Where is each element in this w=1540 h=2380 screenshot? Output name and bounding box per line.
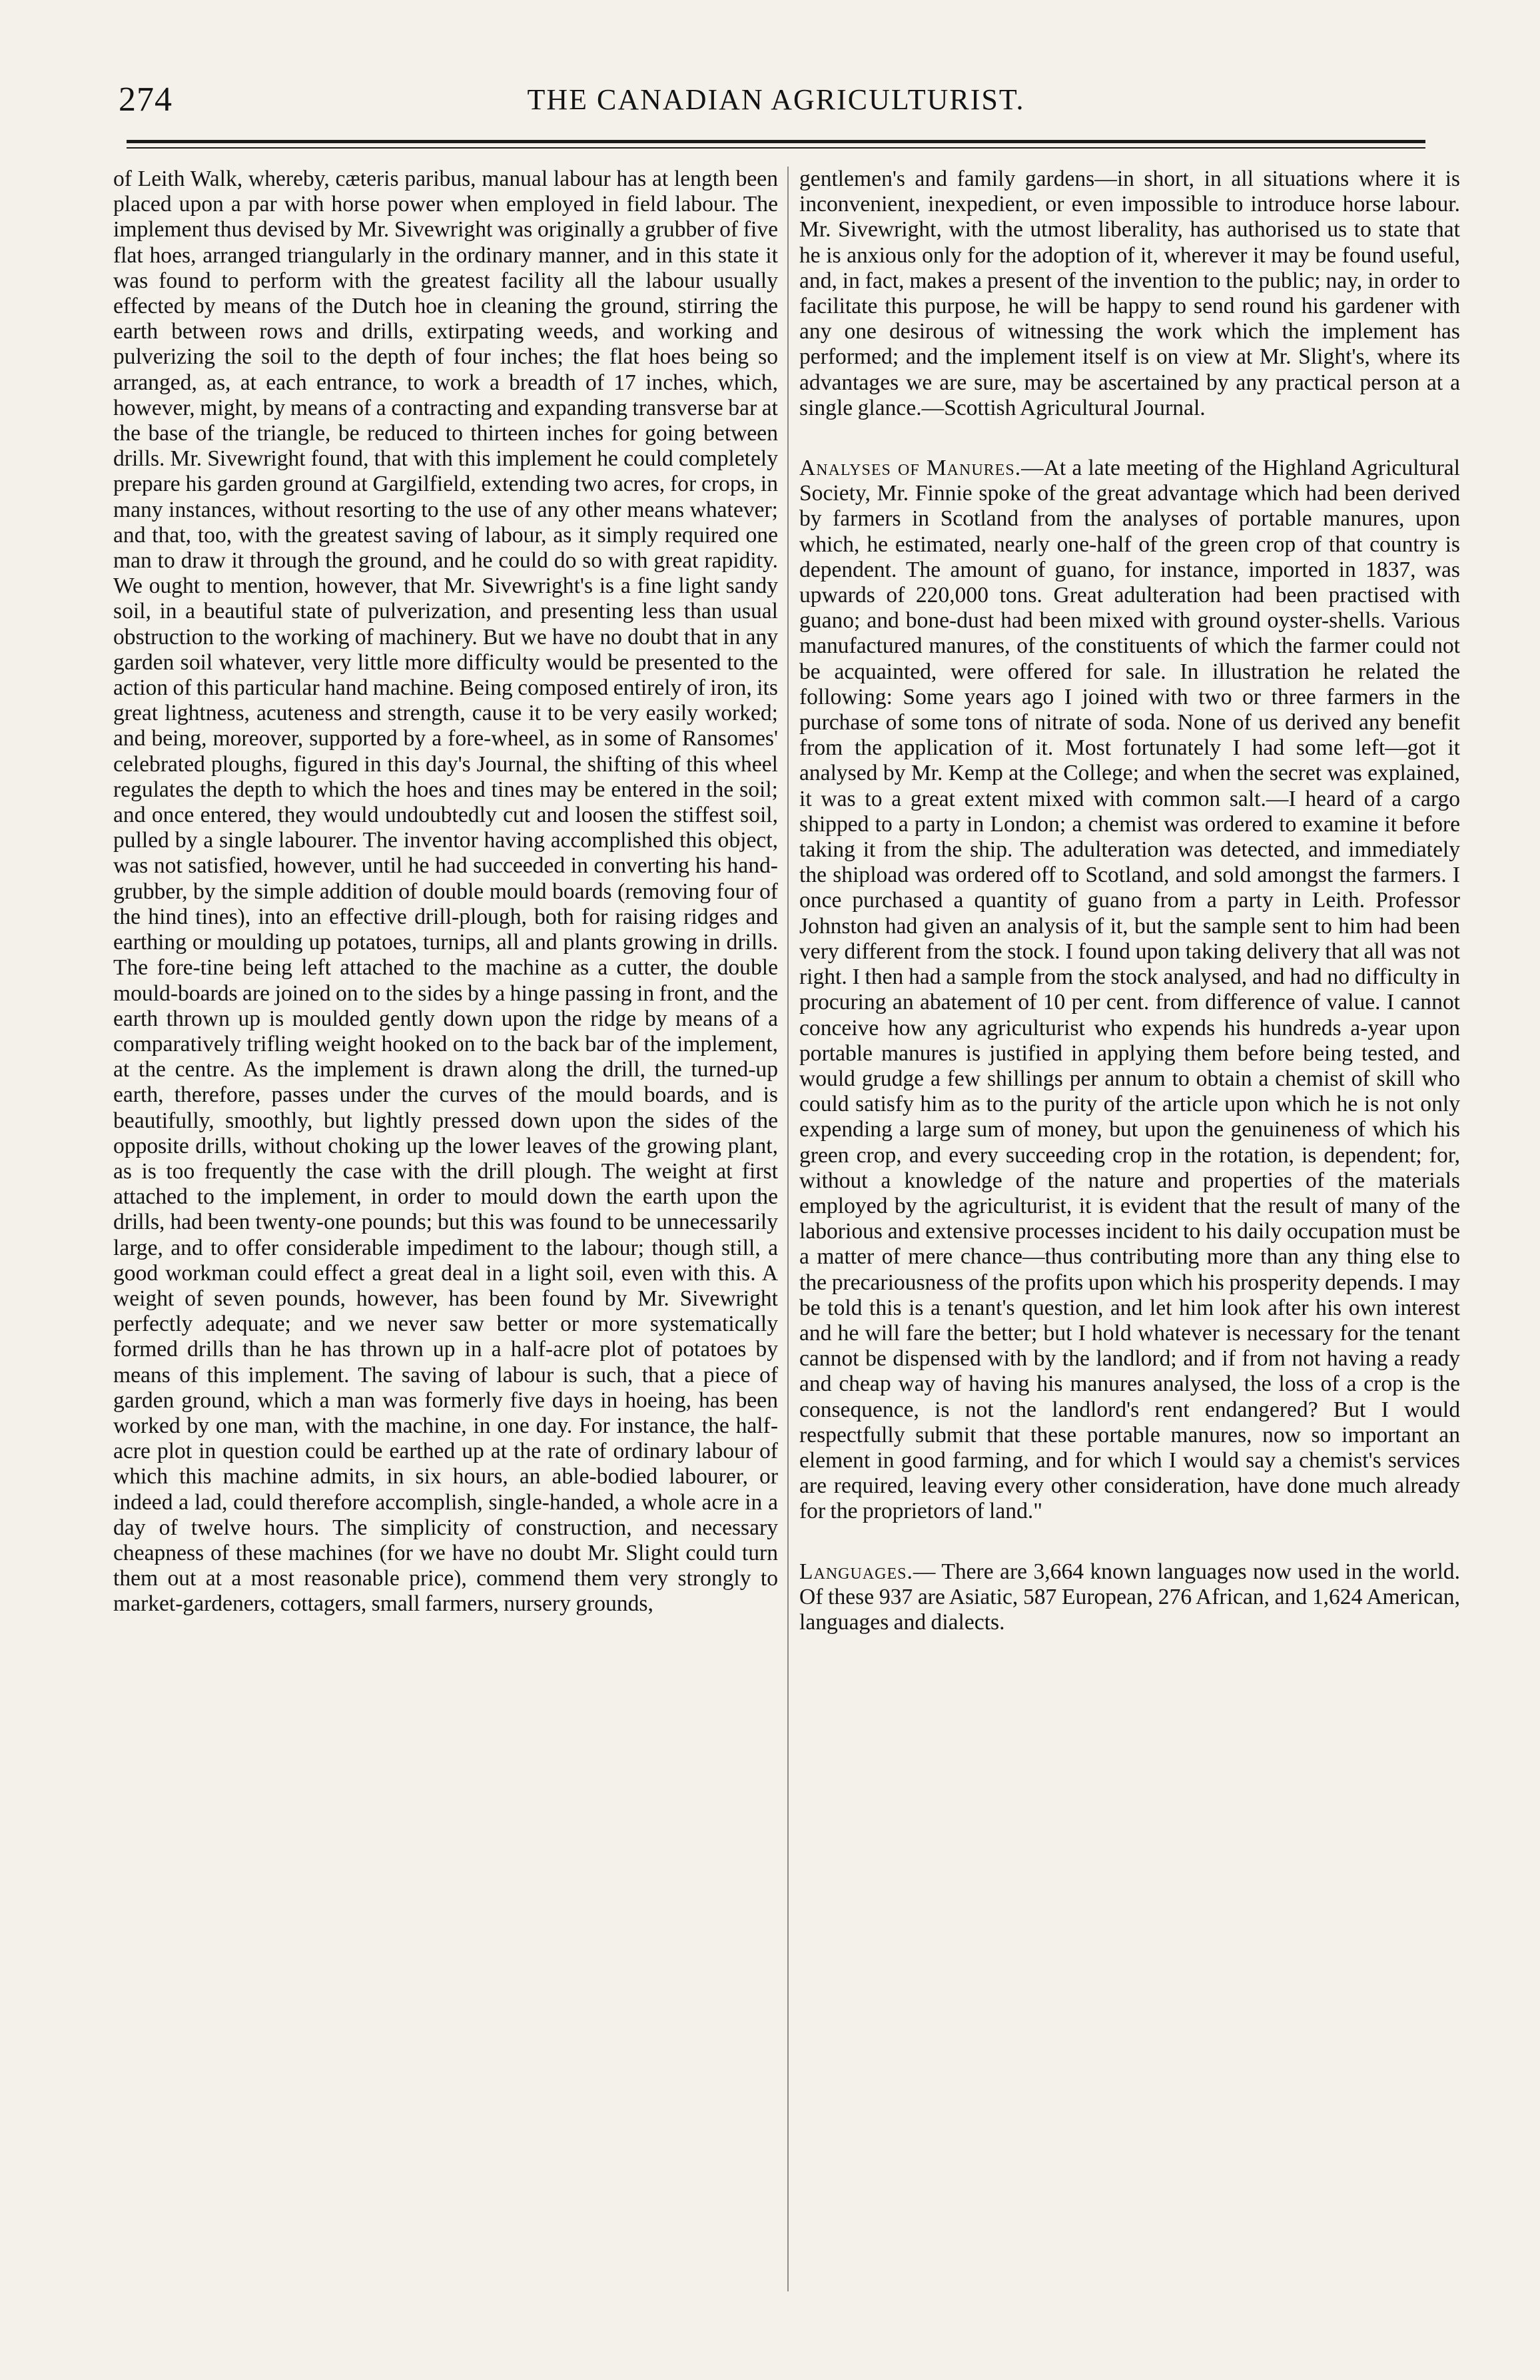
article-analyses-of-manures: [799, 456, 1460, 1525]
section-heading-analyses: Analyses of Manures.: [799, 456, 1022, 481]
running-title: THE CANADIAN AGRICULTURIST.: [527, 83, 1025, 116]
header-rule-thick: [127, 140, 1425, 143]
right-column: [799, 167, 1460, 2318]
article-paragraph-continuation: gentlemen's and family gardens—in short, in all situations where it is inconvenient, inexpedient, or even impossible to introduce horse labour. Mr. Sivewright, with the utmost liberality, has authorised us to state that he is anxious only for the adoption of it, wherever it may be found useful, and, in fact, makes a present of the invention to the public; nay, in order to facilitate this purpose, he will be happy to send round his gardener with any one desirous of witnessing the work which the implement has performed; and the implement itself is on view at Mr. Slight's, where its advantages we are sure, may be ascertained by any practical person at a single glance.—Scottish Agricultural Journal.: [799, 167, 1460, 420]
left-column: [113, 167, 778, 2318]
analyses-body: —At a late meeting of the Highland Agricultural Society, Mr. Finnie spoke of the great advantage which had been derived by farmers in Scotland from the analyses of portable manures, upon which, he estimated, nearly one-half of the green crop of that country is dependent. The amount of guano, for instance, imported in 1837, was upwards of 220,000 tons. Great adulteration had been practised with guano; and bone-dust had been mixed with ground oyster-shells. Various manufactured manures, of the constituents of which the farmer could not be acquainted, were offered for sale. In illustration he related the following: Some years ago I joined with two or three farmers in the purchase of some tons of nitrate of soda. None of us derived any benefit from the application of it. Most fortunately I had some left—got it analysed by Mr. Kemp at the College; and when the secret was explained, it was to a great extent mixed with common salt.—I heard of a cargo shipped to a party in London; a chemist was ordered to examine it before taking it from the ship. The adulteration was detected, and immediately the shipload was ordered off to Scotland, and sold amongst the farmers. I once purchased a quantity of guano from a party in Leith. Professor Johnston had given an analysis of it, but the sample sent to him had been very different from the stock. I found upon taking delivery that all was not right. I then had a sample from the stock analysed, and had no difficulty in procuring an abatement of 10 per cent. from difference of value. I cannot conceive how any agriculturist who expends his hundreds a-year upon portable manures is justified in applying them before being tested, and would grudge a few shillings per annum to obtain a chemist of skill who could satisfy him as to the purity of the article upon which he is not only expending a large sum of money, but upon the genuineness of which his green crop, and every succeeding crop in the rotation, is dependent; for, without a knowledge of the nature and properties of the materials employed by the agriculturist, it is evident that the result of many of the laborious and extensive processes incident to his daily occupation must be a matter of mere chance—thus contributing more than any thing else to the precariousness of the profits upon which his prosperity depends. I may be told this is a tenant's question, and let him look after his own interest and he will fare the better; but I hold whatever is necessary for the tenant cannot be dispensed with by the landlord; and if from not having a ready and cheap way of having his manures analysed, the loss of a crop is the consequence, is not the landlord's rent endangered? But I would respectfully submit that these portable manures, now so important an element in good farming, and for which I would say a chemist's services are required, leaving every other consideration, have done much already for the proprietors of land.": [799, 456, 1460, 1524]
header-rule-thin: [127, 147, 1425, 149]
page-number: 274: [119, 81, 173, 119]
column-divider: [787, 167, 789, 2291]
section-gap: [799, 1525, 1460, 1559]
section-gap: [799, 421, 1460, 456]
article-languages: [799, 1559, 1460, 1636]
section-heading-languages: Languages.: [799, 1559, 913, 1584]
languages-body: — There are 3,664 known languages now used in the world. Of these 937 are Asiatic, 587 European, 276 African, and 1,624 American, languages and dialects.: [799, 1559, 1460, 1635]
page-header: [113, 80, 1439, 133]
article-paragraph-implement: of Leith Walk, whereby, cæteris paribus, manual labour has at length been placed upon a par with horse power when employed in field labour. The implement thus devised by Mr. Sivewright was originally a grubber of five flat hoes, arranged triangularly in the ordinary manner, and in this state it was found to perform with the greatest facility all the labour usually effected by means of the Dutch hoe in cleaning the ground, stirring the earth between rows and drills, extirpating weeds, and working and pulverizing the soil to the depth of four inches; the flat hoes being so arranged, as, at each entrance, to work a breadth of 17 inches, which, however, might, by means of a contracting and expanding transverse bar at the base of the triangle, be reduced to thirteen inches for going between drills. Mr. Sivewright found, that with this implement he could completely prepare his garden ground at Gargilfield, extending two acres, for crops, in many instances, without resorting to the use of any other means whatever; and that, too, with the greatest saving of labour, as it simply required one man to draw it through the ground, and he could do so with great rapidity. We ought to mention, however, that Mr. Sivewright's is a fine light sandy soil, in a beautiful state of pulverization, and presenting less than usual obstruction to the working of machinery. But we have no doubt that in any garden soil whatever, very little more difficulty would be presented to the action of this particular hand machine. Being composed entirely of iron, its great lightness, acuteness and strength, cause it to be very easily worked; and being, moreover, supported by a fore-wheel, as in some of Ransomes' celebrated ploughs, figured in this day's Journal, the shifting of this wheel regulates the depth to which the hoes and tines may be entered in the soil; and once entered, they would undoubtedly cut and loosen the stiffest soil, pulled by a single labourer. The inventor having accomplished this object, was not satisfied, however, until he had succeeded in converting his hand-grubber, by the simple addition of double mould boards (removing four of the hind tines), into an effective drill-plough, both for raising ridges and earthing or moulding up potatoes, turnips, all and plants growing in drills. The fore-tine being left attached to the machine as a cutter, the double mould-boards are joined on to the sides by a hinge passing in front, and the earth thrown up is moulded gently down upon the ridge by means of a comparatively trifling weight hooked on to the back bar of the implement, at the centre. As the implement is drawn along the drill, the turned-up earth, therefore, passes under the curves of the mould boards, and is beautifully, smoothly, but lightly pressed down upon the sides of the opposite drills, without choking up the lower leaves of the growing plant, as is too frequently the case with the drill plough. The weight at first attached to the implement, in order to mould down the earth upon the drills, had been twenty-one pounds; but this was found to be unnecessarily large, and to offer considerable impediment to the labour; though still, a good workman could effect a great deal in a light soil, even with this. A weight of seven pounds, however, has been found by Mr. Sivewright perfectly adequate; and we never saw better or more systematically formed drills than he has thrown up in a half-acre plot of potatoes by means of this implement. The saving of labour is such, that a piece of garden ground, which a man was formerly five days in hoeing, has been worked by one man, with the machine, in one day. For instance, the half-acre plot in question could be earthed up at the rate of ordinary labour of which this machine admits, in six hours, an able-bodied labourer, or indeed a lad, could therefore accomplish, single-handed, a whole acre in a day of twelve hours. The simplicity of construction, and necessary cheapness of these machines (for we have no doubt Mr. Slight could turn them out at a most reasonable price), commend them very strongly to market-gardeners, cottagers, small farmers, nursery grounds,: [113, 167, 778, 1617]
